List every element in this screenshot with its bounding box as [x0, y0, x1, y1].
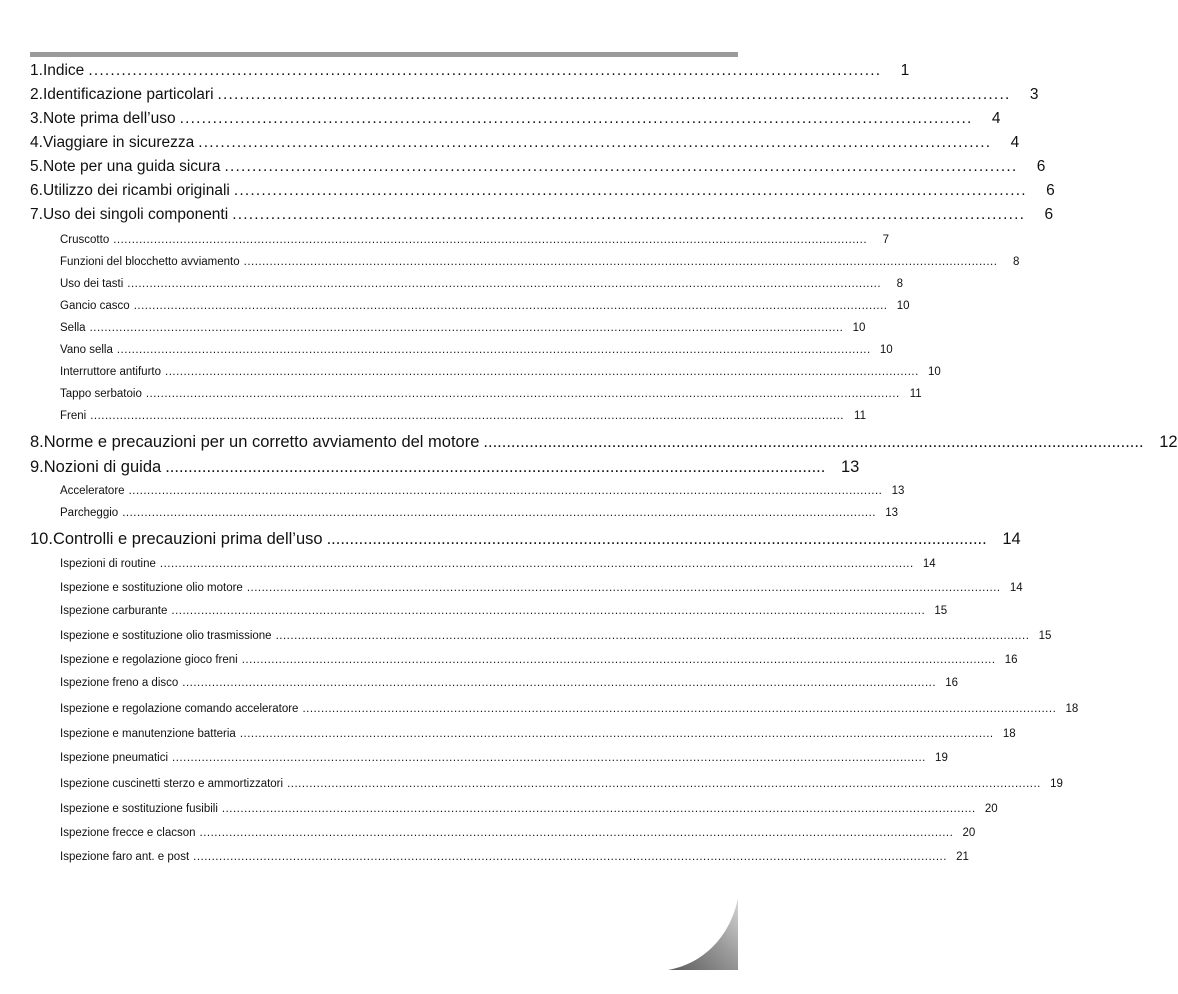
toc-entry-page: 10 — [928, 366, 941, 378]
top-rule — [30, 52, 738, 57]
dot-leader: ................................................................................................................................................ — [179, 110, 973, 127]
toc-entry-title: Ispezione e regolazione comando acceleratore — [60, 703, 299, 715]
dot-leader: ................................................................................................................................................ — [224, 158, 1018, 175]
toc-entry-number: 5. — [30, 158, 43, 175]
toc-entry-number: 10. — [30, 530, 53, 548]
toc-entry-title: Freni — [60, 410, 87, 422]
toc-entry-number: 7. — [30, 206, 43, 223]
dot-leader: ............................................................................................................................................................................................................ — [89, 322, 844, 334]
toc-subentry[interactable] — [60, 388, 922, 400]
toc-entry-number: 2. — [30, 86, 43, 103]
toc-entry-title: Ispezione frecce e clacson — [60, 827, 196, 839]
dot-leader: ............................................................................................................................................................................................................ — [182, 677, 937, 689]
dot-leader: ................................................................................................................................................ — [232, 206, 1026, 223]
toc-entry-title: Ispezione e sostituzione fusibili — [60, 803, 218, 815]
toc-entry-2[interactable] — [30, 86, 1039, 104]
toc-entry-page: 4 — [1010, 134, 1020, 151]
toc-subentry[interactable] — [60, 558, 936, 570]
toc-entry-title: Ispezione e sostituzione olio motore — [60, 582, 243, 594]
toc-entry-number: 8. — [30, 433, 44, 451]
toc-entry-title: Ispezione e sostituzione olio trasmissione — [60, 630, 272, 642]
toc-subentry[interactable] — [60, 582, 1023, 594]
toc-entry-page: 6 — [1036, 158, 1046, 175]
toc-subentry[interactable] — [60, 366, 941, 378]
toc-entry-title: Cruscotto — [60, 234, 110, 246]
toc-subentry[interactable] — [60, 851, 969, 863]
toc-entry-title: Uso dei singoli componenti — [42, 206, 229, 223]
dot-leader: ................................................................................................................................................ — [165, 458, 826, 476]
toc-entry-7[interactable] — [30, 206, 1054, 224]
toc-entry-number: 3. — [30, 110, 43, 127]
toc-subentry[interactable] — [60, 344, 893, 356]
toc-entry-page: 7 — [882, 234, 890, 246]
dot-leader: ............................................................................................................................................................................................................ — [287, 778, 1041, 790]
toc-entry-title: Norme e precauzioni per un corretto avviamento del motore — [43, 433, 480, 451]
toc-subentry[interactable] — [60, 803, 998, 815]
toc-entry-page: 14 — [1002, 530, 1021, 548]
toc-entry-page: 18 — [1065, 703, 1079, 715]
toc-entry-title: Ispezione carburante — [60, 605, 168, 617]
page-curl-decoration — [668, 898, 738, 970]
toc-subentry[interactable] — [60, 605, 948, 617]
dot-leader: ................................................................................................................................................ — [88, 62, 882, 79]
toc-entry-title: Ispezioni di routine — [60, 558, 156, 570]
toc-subentry[interactable] — [60, 827, 976, 839]
toc-entry-page: 21 — [956, 851, 969, 863]
toc-entry-page: 10 — [879, 344, 893, 356]
toc-entry-page: 6 — [1046, 182, 1055, 199]
toc-subentry[interactable] — [60, 300, 910, 312]
toc-entry-page: 20 — [962, 827, 976, 839]
toc-entry-title: Uso dei tasti — [60, 278, 124, 290]
toc-entry-title: Tappo serbatoio — [60, 388, 142, 400]
toc-entry-page: 19 — [935, 752, 948, 764]
dot-leader: ............................................................................................................................................................................................................ — [122, 507, 876, 519]
dot-leader: ............................................................................................................................................................................................................ — [239, 728, 994, 740]
dot-leader: ............................................................................................................................................................................................................ — [243, 256, 998, 268]
toc-entry-page: 19 — [1050, 778, 1063, 790]
toc-subentry[interactable] — [60, 778, 1063, 790]
toc-subentry[interactable] — [60, 752, 948, 764]
toc-entry-page: 16 — [945, 677, 959, 689]
toc-entry-title: Acceleratore — [60, 485, 125, 497]
toc-entry-page: 14 — [922, 558, 936, 570]
toc-subentry[interactable] — [60, 234, 890, 246]
toc-entry-title: Ispezione e regolazione gioco freni — [60, 654, 238, 666]
toc-entry-page: 20 — [984, 803, 998, 815]
toc-subentry[interactable] — [60, 677, 959, 689]
toc-subentry[interactable] — [60, 278, 904, 290]
toc-entry-title: Note per una guida sicura — [42, 158, 221, 175]
dot-leader: ............................................................................................................................................................................................................ — [241, 654, 996, 666]
toc-entry-title: Interruttore antifurto — [60, 366, 161, 378]
toc-entry-title: Ispezione pneumatici — [60, 752, 169, 764]
toc-entry-page: 4 — [991, 110, 1001, 127]
toc-subentry[interactable] — [60, 728, 1016, 740]
dot-leader: ............................................................................................................................................................................................................ — [246, 582, 1001, 594]
toc-entry-page: 11 — [854, 410, 866, 422]
toc-entry-page: 8 — [896, 278, 904, 290]
toc-entry-page: 10 — [896, 300, 910, 312]
toc-entry-3[interactable] — [30, 110, 1001, 128]
dot-leader: ............................................................................................................................................................................................................ — [90, 410, 844, 422]
dot-leader: ............................................................................................................................................................................................................ — [275, 630, 1030, 642]
toc-entry-page: 10 — [852, 322, 866, 334]
dot-leader: ............................................................................................................................................................................................................ — [116, 344, 871, 356]
toc-entry-page: 14 — [1009, 582, 1023, 594]
toc-entry-page: 15 — [934, 605, 948, 617]
toc-entry-page: 13 — [891, 485, 905, 497]
toc-entry-number: 4. — [30, 134, 43, 151]
toc-entry-number: 1. — [30, 62, 43, 79]
dot-leader: ................................................................................................................................................ — [326, 530, 987, 548]
dot-leader: ................................................................................................................................................ — [483, 433, 1144, 451]
toc-entry-5[interactable] — [30, 158, 1046, 176]
toc-entry-page: 18 — [1002, 728, 1016, 740]
dot-leader: ................................................................................................................................................ — [233, 182, 1027, 199]
dot-leader: ............................................................................................................................................................................................................ — [145, 388, 900, 400]
toc-entry-number: 6. — [30, 182, 43, 199]
toc-entry-1[interactable] — [30, 62, 910, 80]
toc-entry-page: 13 — [885, 507, 898, 519]
toc-entry-page: 12 — [1159, 433, 1178, 451]
toc-entry-page: 11 — [909, 388, 922, 400]
toc-entry-title: Controlli e precauzioni prima dell’uso — [52, 530, 323, 548]
toc-subentry[interactable] — [60, 485, 905, 497]
dot-leader: ............................................................................................................................................................................................................ — [221, 803, 976, 815]
toc-entry-title: Ispezione freno a disco — [60, 677, 179, 689]
toc-entry-title: Ispezione cuscinetti sterzo e ammortizzatori — [60, 778, 284, 790]
toc-entry-page: 8 — [1013, 256, 1020, 268]
toc-subentry[interactable] — [60, 322, 866, 334]
toc-entry-6[interactable] — [30, 182, 1055, 200]
toc-subentry[interactable] — [60, 703, 1079, 715]
dot-leader: ............................................................................................................................................................................................................ — [128, 485, 883, 497]
dot-leader: ............................................................................................................................................................................................................ — [193, 851, 947, 863]
dot-leader: ................................................................................................................................................ — [198, 134, 992, 151]
dot-leader: ............................................................................................................................................................................................................ — [113, 234, 868, 246]
dot-leader: ............................................................................................................................................................................................................ — [199, 827, 954, 839]
toc-subentry[interactable] — [60, 654, 1018, 666]
toc-entry-title: Note prima dell’uso — [42, 110, 176, 127]
toc-entry-10[interactable] — [30, 530, 1021, 549]
toc-entry-8[interactable] — [30, 433, 1178, 452]
toc-entry-title: Gancio casco — [60, 300, 130, 312]
toc-entry-title: Indice — [42, 62, 85, 79]
toc-subentry[interactable] — [60, 410, 866, 422]
toc-entry-9[interactable] — [30, 458, 860, 477]
toc-entry-title: Ispezione e manutenzione batteria — [60, 728, 236, 740]
toc-subentry[interactable] — [60, 256, 1020, 268]
toc-entry-title: Viaggiare in sicurezza — [42, 134, 195, 151]
toc-entry-title: Sella — [60, 322, 86, 334]
toc-subentry[interactable] — [60, 630, 1052, 642]
dot-leader: ............................................................................................................................................................................................................ — [127, 278, 882, 290]
toc-entry-page: 16 — [1004, 654, 1018, 666]
toc-entry-title: Vano sella — [60, 344, 113, 356]
toc-entry-title: Utilizzo dei ricambi originali — [42, 182, 230, 199]
toc-entry-page: 3 — [1029, 86, 1039, 103]
toc-entry-title: Ispezione faro ant. e post — [60, 851, 190, 863]
toc-entry-title: Funzioni del blocchetto avviamento — [60, 256, 240, 268]
toc-entry-title: Identificazione particolari — [42, 86, 214, 103]
dot-leader: ............................................................................................................................................................................................................ — [172, 752, 926, 764]
toc-entry-4[interactable] — [30, 134, 1020, 152]
dot-leader: ............................................................................................................................................................................................................ — [302, 703, 1057, 715]
dot-leader: ............................................................................................................................................................................................................ — [171, 605, 926, 617]
dot-leader: ............................................................................................................................................................................................................ — [133, 300, 888, 312]
toc-subentry[interactable] — [60, 507, 898, 519]
dot-leader: ............................................................................................................................................................................................................ — [165, 366, 919, 378]
toc-entry-page: 15 — [1038, 630, 1052, 642]
toc-entry-title: Parcheggio — [60, 507, 119, 519]
toc-entry-page: 13 — [840, 458, 860, 476]
toc-entry-page: 6 — [1044, 206, 1054, 223]
toc-entry-number: 9. — [30, 458, 44, 476]
dot-leader: ............................................................................................................................................................................................................ — [159, 558, 914, 570]
toc-entry-title: Nozioni di guida — [43, 458, 162, 476]
toc-entry-page: 1 — [900, 62, 910, 79]
dot-leader: ................................................................................................................................................ — [217, 86, 1011, 103]
